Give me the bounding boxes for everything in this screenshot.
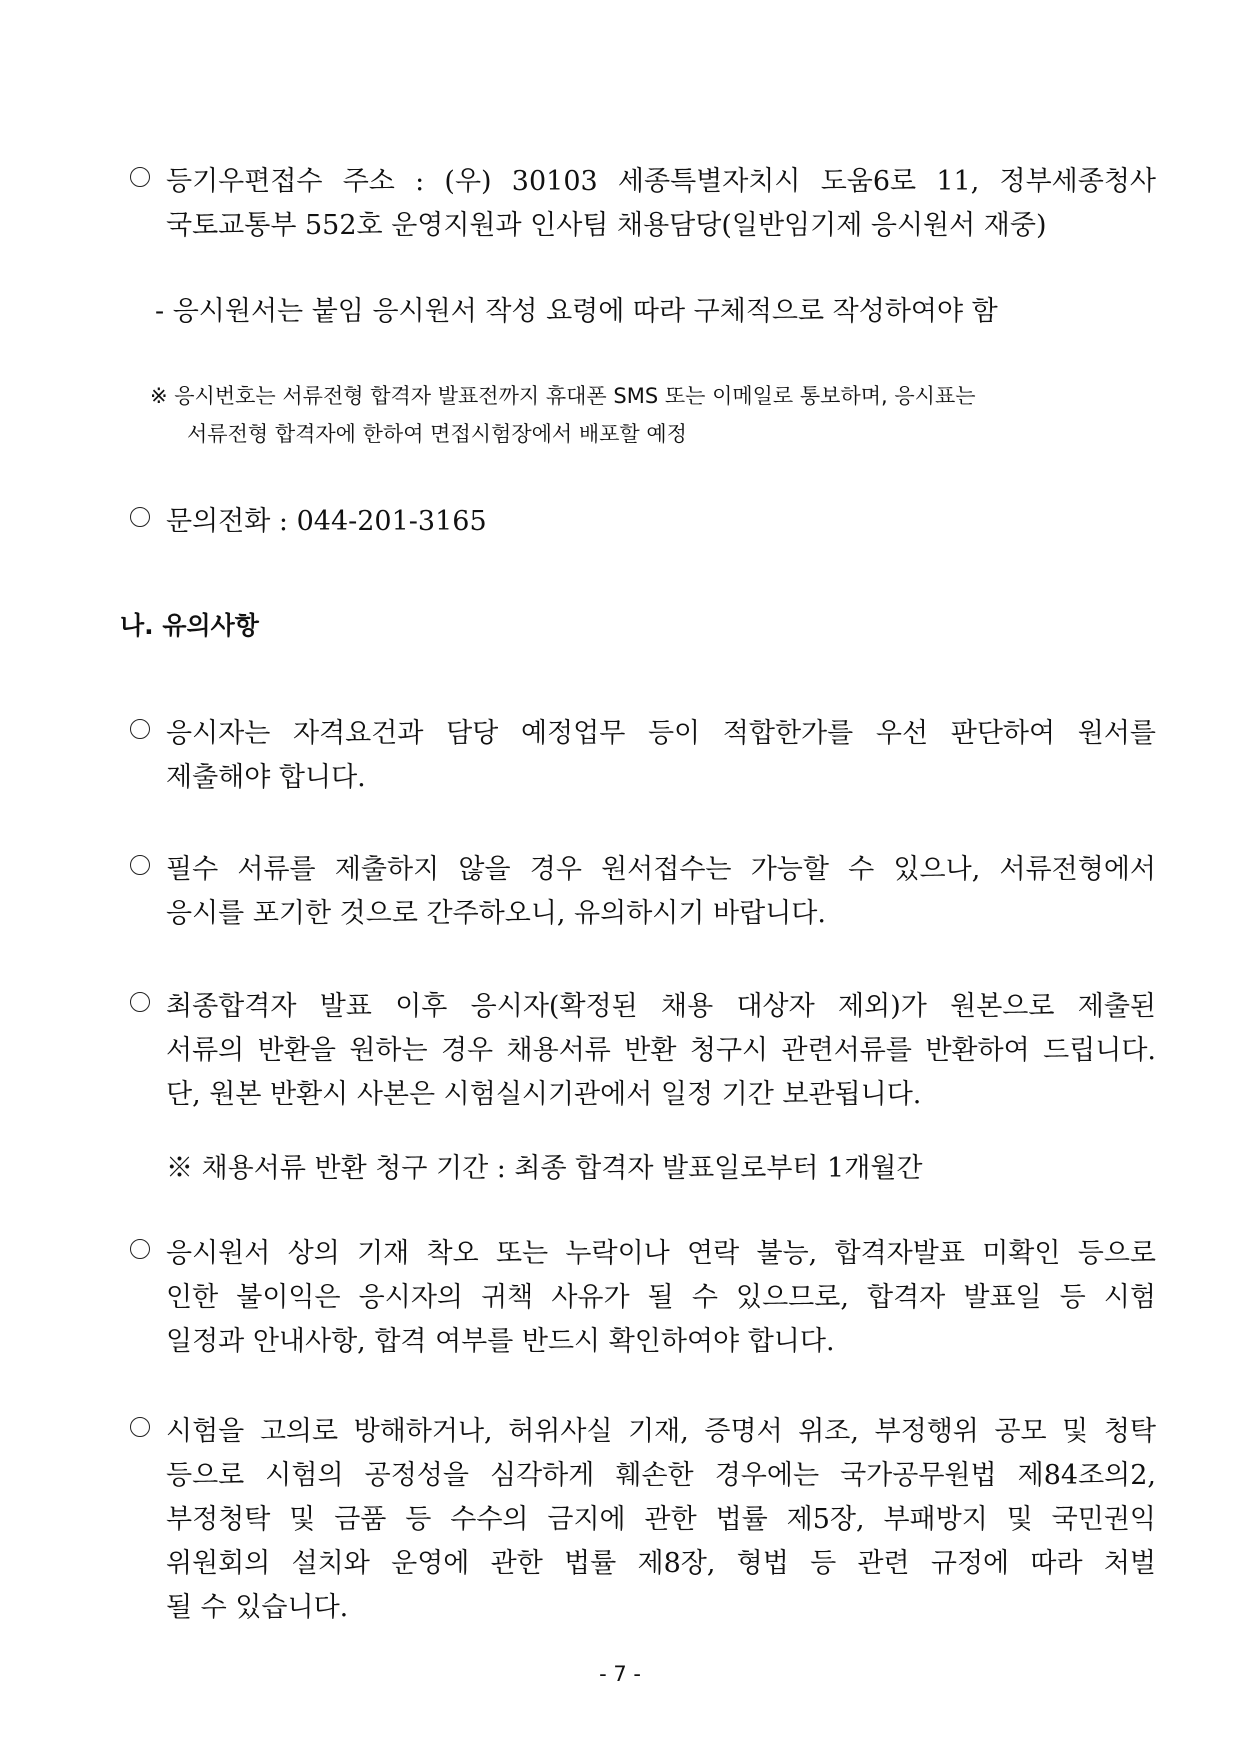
notice-item-4-line2: 인한 불이익은 응시자의 귀책 사유가 될 수 있으므로, 합격자 발표일 등 시험	[166, 1282, 1156, 1313]
notice-item-4-line1: 응시원서 상의 기재 착오 또는 누락이나 연락 불능, 합격자발표 미확인 등으로	[166, 1238, 1156, 1269]
application-note-text: - 응시원서는 붙임 응시원서 작성 요령에 따라 구체적으로 작성하여야 함	[155, 296, 998, 327]
notice-item-1-line2: 제출해야 합니다.	[166, 762, 366, 793]
contact-item	[130, 500, 1156, 544]
notice-item-3-line2: 서류의 반환을 원하는 경우 채용서류 반환 청구시 관련서류를 반환하여 드립니다.	[166, 1035, 1156, 1066]
notice-item-5-line4: 위원회의 설치와 운영에 관한 법률 제8장, 형법 등 관련 규정에 따라 처벌	[166, 1548, 1156, 1579]
notice-item-4-line3: 일정과 안내사항, 합격 여부를 반드시 확인하여야 합니다.	[166, 1326, 835, 1357]
notice-item-3-line3: 단, 원본 반환시 사본은 시험실시기관에서 일정 기간 보관됩니다.	[166, 1079, 922, 1110]
circle-bullet-icon	[130, 1239, 150, 1259]
notice-item-2-line1: 필수 서류를 제출하지 않을 경우 원서접수는 가능할 수 있으나, 서류전형에서	[166, 854, 1156, 885]
application-note	[155, 290, 1145, 334]
mail-address-line1: 등기우편접수 주소 : (우) 30103 세종특별자치시 도움6로 11, 정부세종청사	[166, 166, 1156, 197]
notice-item-2	[130, 848, 1156, 936]
notice-item-5-line2: 등으로 시험의 공정성을 심각하게 훼손한 경우에는 국가공무원법 제84조의2,	[166, 1460, 1156, 1491]
circle-bullet-icon	[130, 719, 150, 739]
exam-number-note	[150, 377, 1140, 453]
mail-address-item	[130, 160, 1156, 248]
page-number: - 7 -	[599, 1662, 641, 1686]
notice-item-5-line1: 시험을 고의로 방해하거나, 허위사실 기재, 증명서 위조, 부정행위 공모 및 청탁	[166, 1416, 1156, 1447]
mail-address-line2: 국토교통부 552호 운영지원과 인사팀 채용담당(일반임기제 응시원서 재중)	[166, 210, 1047, 241]
section-title: 나. 유의사항	[120, 611, 259, 640]
circle-bullet-icon	[130, 507, 150, 527]
contact-text: 문의전화 : 044-201-3165	[166, 506, 487, 537]
notice-item-5-line5: 될 수 있습니다.	[166, 1592, 349, 1623]
notice-item-3-line1: 최종합격자 발표 이후 응시자(확정된 채용 대상자 제외)가 원본으로 제출된	[166, 991, 1156, 1022]
notice-item-3-note: ※ 채용서류 반환 청구 기간 : 최종 합격자 발표일로부터 1개월간	[166, 1153, 923, 1184]
notice-item-1	[130, 712, 1156, 800]
circle-bullet-icon	[130, 167, 150, 187]
notice-item-5-line3: 부정청탁 및 금품 등 수수의 금지에 관한 법률 제5장, 부패방지 및 국민권익	[166, 1504, 1156, 1535]
notice-item-4	[130, 1232, 1156, 1364]
circle-bullet-icon	[130, 1417, 150, 1437]
circle-bullet-icon	[130, 855, 150, 875]
exam-number-note-line1: ※ 응시번호는 서류전형 합격자 발표전까지 휴대폰 SMS 또는 이메일로 통보하며, 응시표는	[150, 384, 976, 408]
notice-item-5	[130, 1410, 1156, 1630]
notice-item-2-line2: 응시를 포기한 것으로 간주하오니, 유의하시기 바랍니다.	[166, 898, 826, 929]
circle-bullet-icon	[130, 992, 150, 1012]
exam-number-note-line2: 서류전형 합격자에 한하여 면접시험장에서 배포할 예정	[187, 422, 687, 446]
notice-item-3	[130, 985, 1156, 1191]
notice-item-1-line1: 응시자는 자격요건과 담당 예정업무 등이 적합한가를 우선 판단하여 원서를	[166, 718, 1156, 749]
